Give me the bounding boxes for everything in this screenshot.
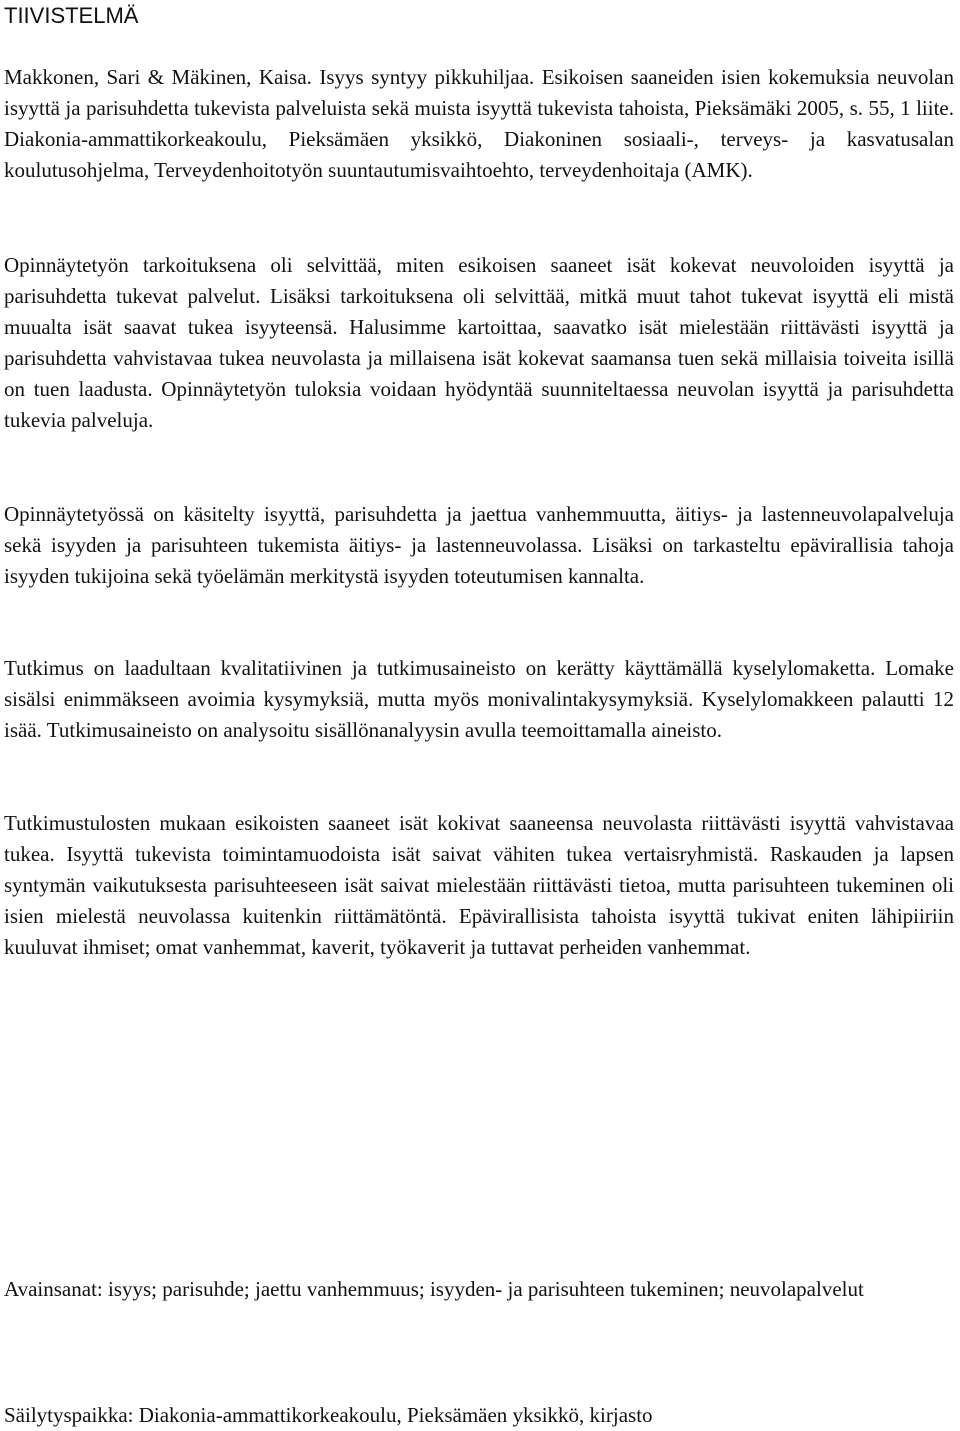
abstract-citation-paragraph: Makkonen, Sari & Mäkinen, Kaisa. Isyys syntyy pikkuhiljaa. Esikoisen saaneiden isien kokemuksia neuvolan isyyttä ja parisuhdetta tukevista palveluista sekä muista isyyttä tukevista tahoista, Pieksämäki 2005, s. 55, 1 liite. Diakonia-ammattikorkeakoulu, Pieksämäen yksikkö, Diakoninen sosiaali-, terveys- ja kasvatusalan koulutusohjelma, Terveydenhoitotyön suuntautumisvaihtoehto, terveydenhoitaja (AMK). (4, 65, 954, 182)
storage-location-paragraph: Säilytyspaikka: Diakonia-ammattikorkeakoulu, Pieksämäen yksikkö, kirjasto (4, 1403, 653, 1427)
abstract-method-paragraph: Tutkimus on laadultaan kvalitatiivinen ja tutkimusaineisto on kerätty käyttämällä kyselylomaketta. Lomake sisälsi enimmäkseen avoimia kysymyksiä, mutta myös monivalintakysymyksiä. Kyselylomakkeen palautti 12 isää. Tutkimusaineisto on analysoitu sisällönanalyysin avulla teemoittamalla aineisto. (4, 656, 954, 742)
abstract-results-paragraph: Tutkimustulosten mukaan esikoisten saaneet isät kokivat saaneensa neuvolasta riittävästi isyyttä vahvistavaa tukea. Isyyttä tukevista toimintamuodoista isät saivat vähiten tukea vertaisryhmistä. Raskauden ja lapsen syntymän vaikutuksesta parisuhteeseen isät saivat mielestään riittävästi tietoa, mutta parisuhteen tukeminen oli isien mielestä neuvolassa kuitenkin riittämätöntä. Epävirallisista tahoista isyyttä tukivat eniten lähipiiriin kuuluvat ihmiset; omat vanhemmat, kaverit, työkaverit ja tuttavat perheiden vanhemmat. (4, 811, 954, 959)
abstract-purpose-paragraph: Opinnäytetyön tarkoituksena oli selvittää, miten esikoisen saaneet isät kokevat neuvoloiden isyyttä ja parisuhdetta tukevat palvelut. Lisäksi tarkoituksena oli selvittää, mitkä muut tahot tukevat isyyttä eli mistä muualta isät saavat tukea isyyteensä. Halusimme kartoittaa, saavatko isät mielestään riittävästi isyyttä ja parisuhdetta vahvistavaa tukea neuvolasta ja millaisena isät kokevat saamansa tuen sekä millaisia toiveita isillä on tuen laadusta. Opinnäytetyön tuloksia voidaan hyödyntää suunniteltaessa neuvolan isyyttä ja parisuhdetta tukevia palveluja. (4, 253, 954, 432)
keywords-paragraph: Avainsanat: isyys; parisuhde; jaettu vanhemmuus; isyyden- ja parisuhteen tukeminen; neuvolapalvelut (4, 1277, 864, 1301)
abstract-topics-paragraph: Opinnäytetyössä on käsitelty isyyttä, parisuhdetta ja jaettua vanhemmuutta, äitiys- ja lastenneuvolapalveluja sekä isyyden ja parisuhteen tukemista äitiys- ja lastenneuvolassa. Lisäksi on tarkasteltu epävirallisia tahoja isyyden tukijoina sekä työelämän merkitystä isyyden toteutumisen kannalta. (4, 502, 954, 588)
page-title: TIIVISTELMÄ (4, 3, 139, 28)
